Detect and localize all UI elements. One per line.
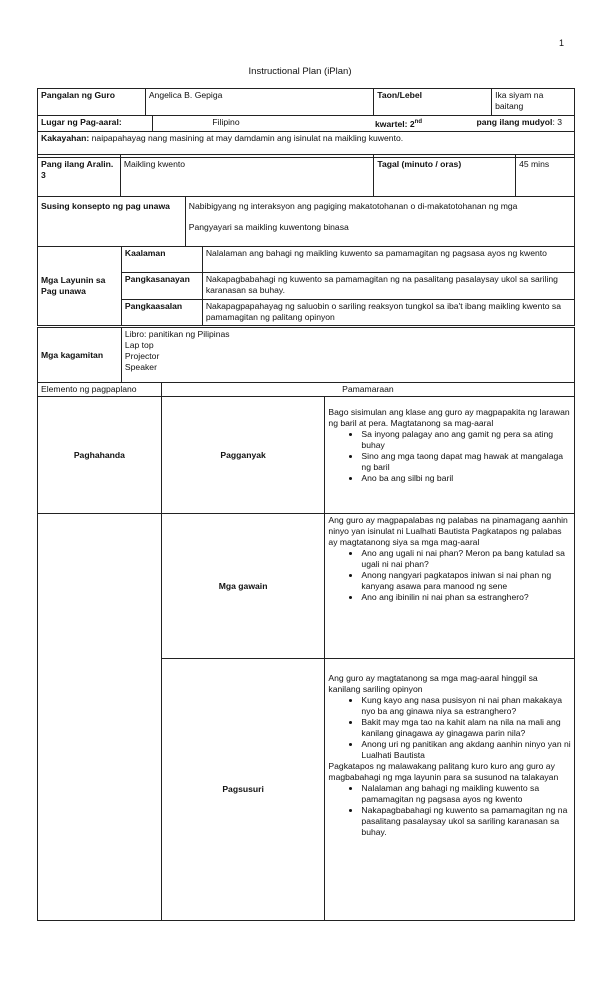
taon-value: Ika siyam na baitang	[492, 89, 575, 116]
pagsusuri-middle: Pagkatapos ng malawakang palitang kuro kuro ang guro ay magbabahagi ng mga layunin para sa susunod na talakayan	[328, 761, 559, 782]
kwartel	[299, 116, 425, 132]
aralin-label: Pang ilang Aralin. 3	[38, 155, 121, 197]
page-number: 1	[559, 38, 565, 48]
lugar-value: Filipino	[153, 116, 300, 132]
kwartel-value: : 2	[404, 118, 415, 129]
layunin-type-pangkasanayan: Pangkasanayan	[121, 273, 202, 300]
taon-label: Taon/Lebel	[374, 89, 492, 116]
susing-table	[37, 196, 575, 247]
susing-line-2: Pangyayari sa maikling kuwentong binasa	[188, 222, 349, 232]
elemento-header: Elemento ng pagpaplano	[38, 383, 162, 397]
list-item: • Sino ang mga taong dapat mag hawak at mangalaga ng baril	[361, 451, 571, 473]
aralin-table	[37, 154, 575, 197]
gawain-intro: Ang guro ay magpapalabas ng palabas na pinamagang aanhin ninyo yan isinulat ni Lualhati Bautista Pagkatapos ng palabas ay magtatanong siya sa mga mag-aaral	[328, 515, 568, 547]
plan-empty-cell	[38, 514, 162, 921]
lugar-label: Lugar ng Pag-aaral:	[38, 116, 153, 132]
plan-table	[37, 382, 575, 921]
kagamitan-table	[37, 327, 575, 383]
pagsusuri-intro: Ang guro ay magtatanong sa mga mag-aaral hinggil sa kanilang sariling opinyon	[328, 673, 538, 694]
layunin-text-pangkasanayan: Nakapagbabahagi ng kuwento sa pamamagitan ng na pasalitang pasalaysay ukol sa sariling karanasan sa buhay.	[202, 273, 574, 300]
pagsusuri-content	[325, 659, 575, 921]
pagsusuri-list-2	[328, 783, 571, 838]
pagganyak-intro: Bago sisimulan ang klase ang guro ay magpapakita ng larawan ng baril at pera. Magtatanong sa mag-aaral	[328, 407, 570, 428]
mudyol-label: pang ilang mudyol	[476, 117, 553, 127]
layunin-type-pangkaasalan: Pangkaasalan	[121, 300, 202, 326]
kagamitan-label: Mga kagamitan	[38, 328, 122, 383]
pagsusuri-label: Pagsusuri	[161, 659, 325, 921]
list-item: • Bakit may mga tao na kahit alam na nila na mali ang kanilang ginagawa ay ginagawa parin nila?	[361, 717, 571, 739]
list-item: • Nakapagbabahagi ng kuwento sa pamamagitan ng na pasalitang pasalaysay ukol sa sariling karanasan sa buhay.	[361, 805, 571, 838]
kagamitan-list	[121, 328, 574, 383]
gawain-list	[328, 548, 571, 603]
mudyol-value: : 3	[552, 117, 562, 127]
susing-line-1: Nabibigyang ng interaksyon ang pagiging makatotohanan o di-makatotohanan ng mga	[188, 201, 518, 211]
page-title: Instructional Plan (iPlan)	[248, 66, 352, 77]
kwartel-label: kwartel	[375, 118, 405, 129]
list-item: • Ano ang ugali ni nai phan? Meron pa bang katulad sa ugali ni nai phan?	[361, 548, 571, 570]
gawain-content	[325, 514, 575, 659]
tagal-value: 45 mins	[516, 155, 575, 197]
pagganyak-content	[325, 397, 575, 514]
list-item: • Kung kayo ang nasa pusisyon ni nai phan makakaya nyo ba ang ginawa niya sa estranghero?	[361, 695, 571, 717]
susing-text	[185, 197, 574, 247]
kagamitan-item: Speaker	[124, 362, 157, 372]
kagamitan-item: Libro: panitikan ng Pilipinas	[124, 329, 230, 339]
pagganyak-list	[328, 429, 571, 484]
kakayahan-label: Kakayahan:	[41, 132, 90, 143]
list-item: • Anong nangyari pagkatapos iniwan si nai phan ng kanyang asawa para manood ng sene	[361, 570, 571, 592]
tagal-label: Tagal (minuto / oras)	[374, 155, 516, 197]
gawain-label: Mga gawain	[161, 514, 325, 659]
paghahanda-label: Paghahanda	[38, 397, 162, 514]
guro-value: Angelica B. Gepiga	[145, 89, 373, 116]
list-item: • Nalalaman ang bahagi ng maikling kuwento sa pamamagitan ng pagsasa ayos ng kwento	[361, 783, 571, 805]
kwartel-sup: nd	[414, 119, 422, 125]
layunin-text-pangkaasalan: Nakapagpapahayag ng saluobin o sariling reaksyon tungkol sa iba't ibang maikling kwento sa pamamagitan ng palitang opinyon	[202, 300, 574, 326]
layunin-text-kaalaman: Nalalaman ang bahagi ng maikling kuwento sa pamamagitan ng pagsasa ayos ng kwento	[202, 247, 574, 273]
aralin-value: Maikling kwento	[120, 155, 373, 197]
kakayahan-value: naipapahayag nang masining at may damdamin ang isinulat na maikling kuwento.	[91, 132, 404, 143]
layunin-label: Mga Layunin sa Pag unawa	[38, 247, 122, 326]
list-item: • Anong uri ng panitikan ang akdang aanhin ninyo yan ni Lualhati Bautista	[361, 739, 571, 761]
pagsusuri-list	[328, 695, 571, 761]
pagganyak-label: Pagganyak	[161, 397, 325, 514]
lugar-table	[37, 115, 575, 158]
kagamitan-item: Lap top	[124, 340, 154, 350]
list-item: • Ano ba ang silbi ng baril	[361, 473, 571, 484]
susing-label: Susing konsepto ng pag unawa	[38, 197, 186, 247]
layunin-type-kaalaman: Kaalaman	[121, 247, 202, 273]
list-item: • Sa inyong palagay ano ang gamit ng pera sa ating buhay	[361, 429, 571, 451]
list-item: • Ano ang ibinilin ni nai phan sa estranghero?	[361, 592, 571, 603]
layunin-table	[37, 246, 575, 326]
kagamitan-item: Projector	[124, 351, 160, 361]
header-table	[37, 88, 575, 116]
mudyol	[425, 116, 575, 132]
pamamaraan-header: Pamamaraan	[161, 383, 574, 397]
guro-label: Pangalan ng Guro	[38, 89, 146, 116]
